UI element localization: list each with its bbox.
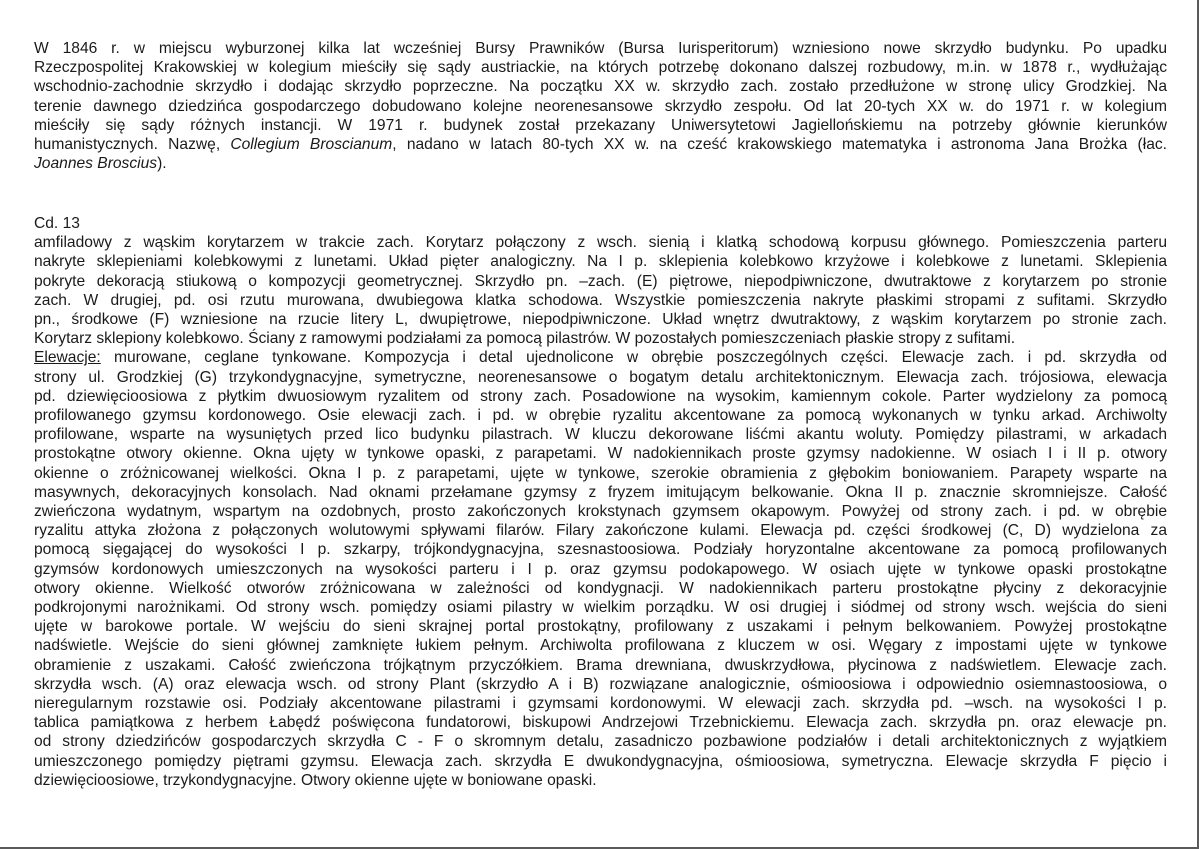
text-line: umieszczonego pomiędzy piętrami gzymsu. Elewacja zach. skrzydła E dwukondygnacyjna, ośmioosiowa, symetryczna. Elewacje skrzydła F pięcio i [34, 752, 1167, 770]
text-line: zwieńczona wydatnym, wspartym na ozdobnych, prosto zakończonych krokstynach gzymsem okapowym. Powyżej od strony zach. i pd. w obrębie [34, 503, 1167, 521]
italic-name: Joannes Broscius [34, 155, 158, 173]
text-line: masywnych, dekoracyjnych konsolach. Nad oknami przełamane gzymsy z fryzem imitującym belkowanie. Okna II p. znacznie skromniejsze. Całość [34, 483, 1167, 501]
text-line: gzymsów kordonowych umieszczonych na wysokości parteru i I p. oraz gzymsu podokapowego. W osiach ujęte w tynkowe opaski prostokątne [34, 560, 1167, 578]
text-line: Korytarz sklepiony kolebkowo. Ściany z ramowymi podziałami za pomocą pilastrów. W pozostałych pomieszczeniach płaskie stropy z sufitami. [34, 330, 1016, 348]
text-line: nieregularnym rozstawie osi. Podziały akcentowane pilastrami i gzymsami kordonowymi. W elewacji zach. skrzydła pd. –wsch. na wysokości I p. [34, 695, 1167, 713]
history-paragraph [34, 39, 1167, 173]
text-line: pokryte dekoracją stiukową o kompozycji geometrycznej. Skrzydło pn. –zach. (E) piętrowe, niepodpiwniczone, dwutraktowe z korytarzem po stronie [34, 272, 1167, 290]
description-paragraph [34, 214, 1167, 790]
text-line: Rzeczpospolitej Krakowskiej w kolegium mieściły się sądy austriackie, na których potrzebę dokonano dalszej rozbudowy, m.in. w 1878 r., wydłużając [34, 59, 1167, 77]
text-line: prostokątne otwory okienne. Okna ujęty w tynkowe opaski, z parapetami. W nadokiennikach proste gzymsy nadokienne. W osiach I i II p. otwory [34, 445, 1167, 463]
italic-name: Collegium Broscianum [230, 136, 393, 154]
text-line: od strony dziedzińców gospodarczych skrzydła C - F o skromnym detalu, zasadniczo pozbawione podziałów i detali architektonicznych z wyjątkiem [34, 733, 1167, 751]
text-line: zach. W drugiej, pd. osi rzutu murowana, dwubiegowa klatka schodowa. Wszystkie pomieszczenia nakryte płaskimi stropami z sufitami. Skrzydło [34, 291, 1167, 309]
text-line: nadświetle. Wejście do sieni głównej zamknięte łukiem pełnym. Archiwolta profilowana z kluczem w osi. Węgary z impostami ujęte w tynkowe [34, 637, 1167, 655]
text-line: terenie dawnego dziedzińca gospodarczego dobudowano kolejne neorenesansowe skrzydło zespołu. Od lat 20-tych XX w. do 1971 r. w kolegium [34, 97, 1167, 115]
text-line: strony ul. Grodzkiej (G) trzykondygnacyjne, symetryczne, neorenesansowe o bogatym detalu architektonicznym. Elewacja zach. trójosiowa, elewacja [34, 368, 1167, 386]
text-segment: , nadano w latach 80-tych XX w. na cześć krakowskiego matematyka i astronoma Jana Brożka (łac. [392, 136, 1167, 154]
text-line: wschodnio-zachodnie skrzydło i dodając skrzydło poprzeczne. Na początku XX w. skrzydło zach. zostało przedłużone w stronę ulicy Grodzkiej. Na [34, 78, 1167, 96]
text-line: tablica pamiątkowa z herbem Łabędź poświęcona fundatorowi, biskupowi Andrzejowi Trzebnickiemu. Elewacja zach. skrzydła pn. oraz elewacje pn. [34, 714, 1167, 732]
text-line [34, 348, 1167, 367]
text-line: profilowanego gzymsu kordonowego. Osie elewacji zach. i pd. w obrębie ryzalitu akcentowane za pomocą wykonanych w tynku arkad. Archiwolty [34, 407, 1167, 425]
text-segment: ). [157, 155, 167, 173]
text-line: pn., środkowe (F) wzniesione na rzucie litery L, dwupiętrowe, niepodpiwniczone. Układ wnętrz dwutraktowy, z wąskim korytarzem po stronie zach. [34, 311, 1167, 329]
text-line [34, 154, 1167, 173]
text-line: otwory okienne. Wielkość otworów zróżnicowana w zależności od kondygnacji. W nadokiennikach parteru prostokątne płyciny z dekoracyjnie [34, 579, 1167, 597]
text-line: pomocą sięgającej do wysokości I p. szkarpy, trójkondygnacyjna, szesnastoosiowa. Podziały horyzontalne akcentowane za pomocą profilowanych [34, 541, 1167, 559]
text-line: nakryte sklepieniami kolebkowymi z lunetami. Układ pięter analogiczny. Na I p. sklepienia kolebkowo krzyżowe i kolebkowe z lunetami. Sklepienia [34, 253, 1167, 271]
text-segment: humanistycznych. Nazwę, [34, 136, 231, 154]
text-line [34, 135, 1167, 154]
text-line: amfiladowy z wąskim korytarzem w trakcie zach. Korytarz połączony z wsch. sienią i klatką schodową korpusu głównego. Pomieszczenia parteru [34, 234, 1167, 252]
text-line: skrzydła wsch. (A) oraz elewacja wsch. od strony Plant (skrzydło A i B) rozwiązane analogicznie, ośmioosiowa i odpowiednio osiemnastoosiowa, o [34, 675, 1167, 693]
text-line: podkrojonymi narożnikami. Od strony wsch. pomiędzy osiami pilastry w wielkim porządku. W osi drugiej i siódmej od strony wsch. wejścia do sieni [34, 599, 1167, 617]
text-line: mieściły się sądy różnych instancji. W 1971 r. budynek został przekazany Uniwersytetowi Jagiellońskiemu na potrzeby głównie kierunków [34, 116, 1167, 134]
text-line: obramienie z uszakami. Całość zwieńczona trójkątnym przyczółkiem. Brama drewniana, dwuskrzydłowa, płycinowa z nadświetlem. Elewacje zach. [34, 656, 1167, 674]
text-line: ujęte w barokowe portale. W wejściu do sieni skrajnej portal prostokątny, profilowany z uszakami i pełnym belkowaniem. Powyżej prostokątne [34, 618, 1167, 636]
text-line: ryzalitu attyka złożona z połączonych wolutowymi spływami filarów. Filary zakończone kulami. Elewacja pd. części środkowej (C, D) wydzielona za [34, 522, 1167, 540]
text-segment: murowane, ceglane tynkowane. Kompozycja i detal ujednolicone w obrębie poszczególnych części. Elewacje zach. i pd. skrzydła od [100, 349, 1167, 367]
text-line: W 1846 r. w miejscu wyburzonej kilka lat wcześniej Bursy Prawników (Bursa Iurisperitorum) wzniesiono nowe skrzydło budynku. Po upadku [34, 40, 1167, 57]
text-line: profilowane, wsparte na wysuniętych przed lico budynku pilastrach. W kluczu dekorowane liśćmi akantu woluty. Pomiędzy pilastrami, w arkadach [34, 426, 1167, 444]
elewacje-label: Elewacje: [34, 349, 101, 367]
text-line: dziewięcioosiowe, trzykondygnacyjne. Otwory okienne ujęte w boniowane opaski. [34, 771, 597, 789]
continuation-heading: Cd. 13 [34, 215, 80, 232]
text-line: pd. dziewięcioosiowa z płytkim dwuosiowym ryzalitem od strony zach. Posadowione na wysokim, kamiennym cokole. Parter wydzielony za pomocą [34, 387, 1167, 405]
text-line: okienne o zróżnicowanej wielkości. Okna I p. z parapetami, ujęte w tynkowe, szerokie obramienia z głębokim boniowaniem. Parapety wsparte na [34, 464, 1167, 482]
